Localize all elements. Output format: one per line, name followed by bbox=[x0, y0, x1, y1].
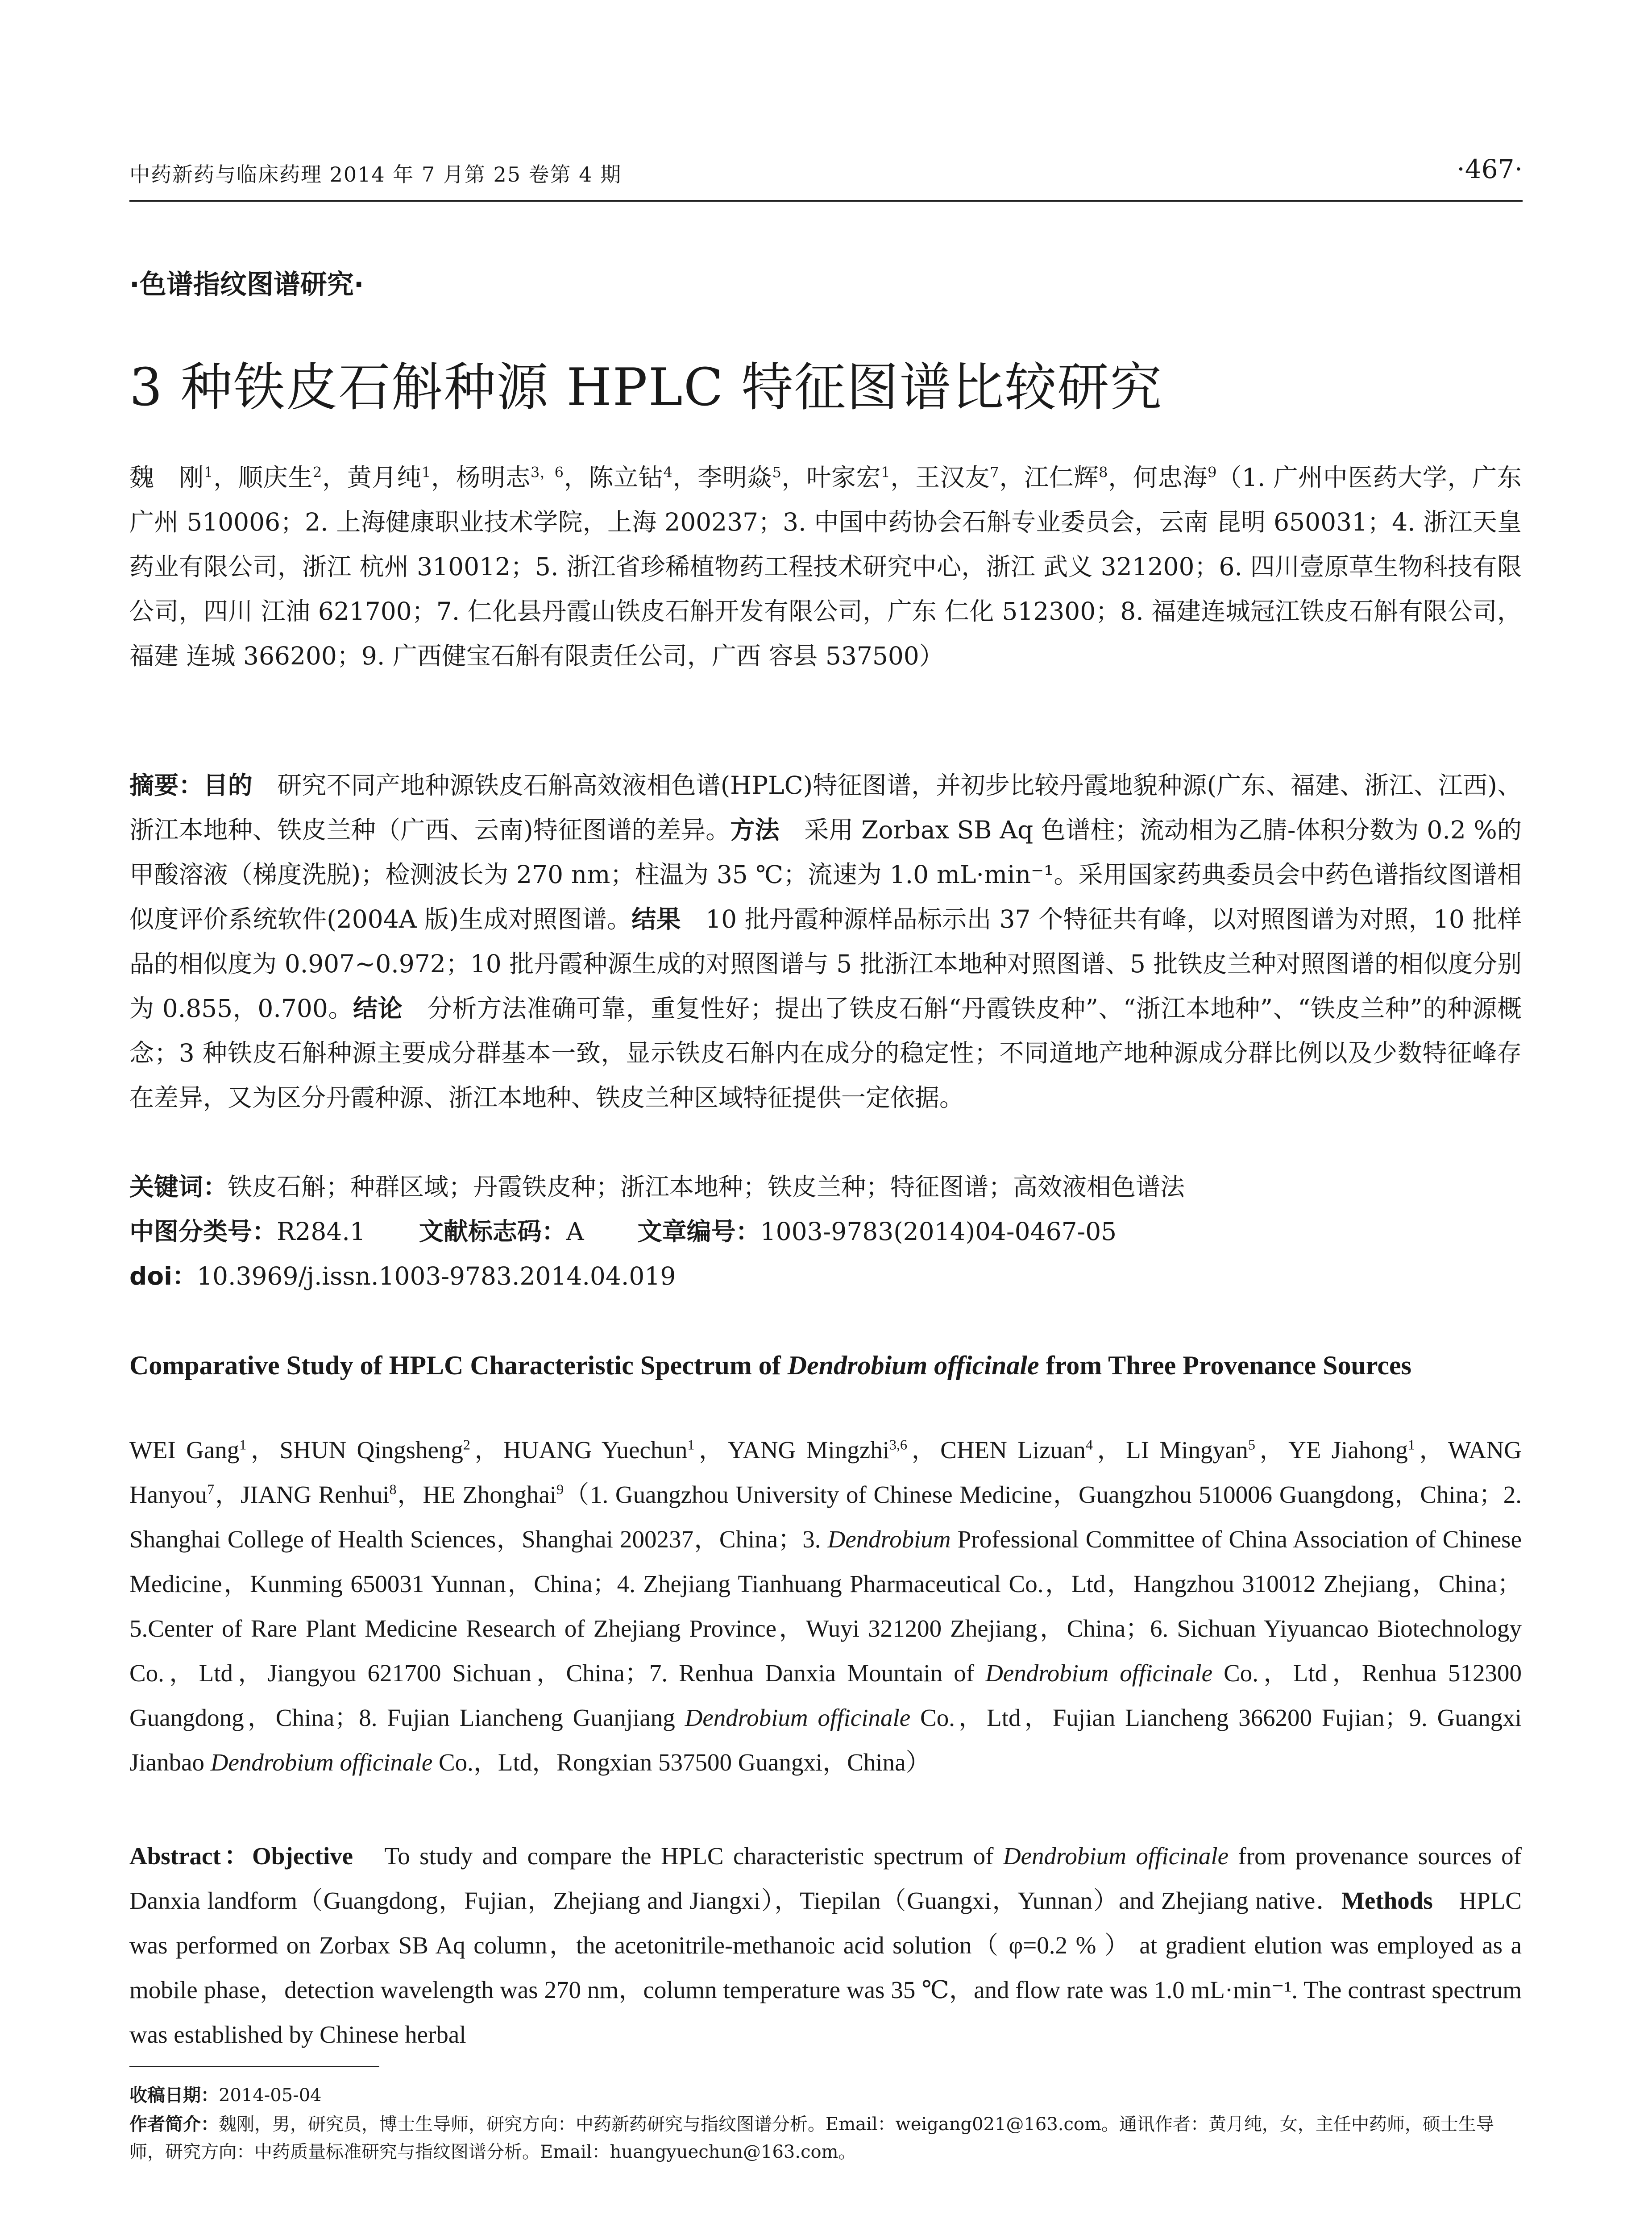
abstract-cn: 摘要：目的 研究不同产地种源铁皮石斛高效液相色谱(HPLC)特征图谱，并初步比较丹霞地貌种源(广东、福建、浙江、江西)、浙江本地种、铁皮兰种（广西、云南)特征图谱的差异。方法 采用 Zorbax SB Aq 色谱柱；流动相为乙腈-体积分数为 0.2 %的甲酸溶液（梯度洗脱)；检测波长为 270 nm；柱温为 35 ℃；流速为 1.0 mL·min⁻¹。采用国家药典委员会中药色谱指纹图谱相似度评价系统软件(2004A 版)生成对照图谱。结果 10 批丹霞种源样品标示出 37 个特征共有峰，以对照图谱为对照，10 批样品的相似度为 0.907~0.972；10 批丹霞种源生成的对照图谱与 5 批浙江本地种对照图谱、5 批铁皮兰种对照图谱的相似度分别为 0.855，0.700。结论 分析方法准确可靠，重复性好；提出了铁皮石斛“丹霞铁皮种”、“浙江本地种”、“铁皮兰种”的种源概念；3 种铁皮石斛种源主要成分群基本一致，显示铁皮石斛内在成分的稳定性；不同道地产地种源成分群比例以及少数特征峰存在差异，又为区分丹霞种源、浙江本地种、铁皮兰种区域特征提供一定依据。 bbox=[129, 771, 1522, 1112]
article-title: 3 种铁皮石斛种源 HPLC 特征图谱比较研究 bbox=[129, 357, 1163, 418]
page-number: ·467· bbox=[1457, 154, 1523, 184]
received-date: 收稿日期：2014-05-04 bbox=[129, 2085, 322, 2106]
section-label: ·色谱指纹图谱研究· bbox=[129, 269, 364, 300]
header-rule bbox=[129, 200, 1523, 202]
classification-line: 中图分类号：R284.1 文献标志码：A 文章编号：1003-9783(2014)04-0467-05 bbox=[129, 1217, 1117, 1246]
author-bio: 作者简介：魏刚，男，研究员，博士生导师，研究方向：中药新药研究与指纹图谱分析。Email：weigang021@163.com。通讯作者：黄月纯，女，主任中药师，硕士生导师，研究方向：中药质量标准研究与指纹图谱分析。Email：huangyuechun@163.com。 bbox=[129, 2114, 1494, 2162]
abstract-en: Abstract：Objective To study and compare the HPLC characteristic spectrum of Dendrobium officinale from provenance sources of Danxia landform（Guangdong，Fujian，Zhejiang and Jiangxi），Tiepilan（Guangxi，Yunnan）and Zhejiang native．Methods HPLC was performed on Zorbax SB Aq column，the acetonitrile-methanoic acid solution（ φ=0.2 % ） at gradient elution was employed as a mobile phase，detection wavelength was 270 nm，column temperature was 35 ℃，and flow rate was 1.0 mL·min⁻¹. The contrast spectrum was established by Chinese herbal bbox=[129, 1842, 1522, 2048]
affiliations-cn: （1. 广州中医药大学，广东 广州 510006；2. 上海健康职业技术学院，上海 200237；3. 中国中药协会石斛专业委员会，云南 昆明 650031；4. 浙江天皇药业有限公司，浙江 杭州 310012；5. 浙江省珍稀植物药工程技术研究中心，浙江 武义 321200；6. 四川壹原草生物科技有限公司，四川 江油 621700；7. 仁化县丹霞山铁皮石斛开发有限公司，广东 仁化 512300；8. 福建连城冠江铁皮石斛有限公司，福建 连城 366200；9. 广西健宝石斛有限责任公司，广西 容县 537500） bbox=[129, 463, 1522, 670]
journal-header: 中药新药与临床药理 2014 年 7 月第 25 卷第 4 期 bbox=[129, 162, 622, 187]
keywords: 关键词：铁皮石斛；种群区域；丹霞铁皮种；浙江本地种；铁皮兰种；特征图谱；高效液相色谱法 bbox=[129, 1173, 1185, 1201]
english-title: Comparative Study of HPLC Characteristic Spectrum of Dendrobium officinale from Three Provenance Sources bbox=[129, 1351, 1412, 1380]
authors-en: WEI Gang$^1$，SHUN Qingsheng$^2$，HUANG Yuechun$^1$，YANG Mingzhi$^{3,6}$，CHEN Lizuan$^4$，LI Mingyan$^5$，YE Jiahong$^1$，WANG Hanyou$^7$，JIANG Renhui$^8$，HE Zhonghai$^9$（1. Guangzhou University of Chinese Medicine，Guangzhou 510006 Guangdong，China；2. Shanghai College of Health Sciences，Shanghai 200237，China；3. Dendrobium Professional Committee of China Association of Chinese Medicine，Kunming 650031 Yunnan，China；4. Zhejiang Tianhuang Pharmaceutical Co.，Ltd，Hangzhou 310012 Zhejiang，China；5.Center of Rare Plant Medicine Research of Zhejiang Province，Wuyi 321200 Zhejiang，China；6. Sichuan Yiyuancao Biotechnology Co.，Ltd，Jiangyou 621700 Sichuan，China；7. Renhua Danxia Mountain of Dendrobium officinale Co.，Ltd，Renhua 512300 Guangdong，China；8. Fujian Liancheng Guanjiang Dendrobium officinale Co.，Ltd，Fujian Liancheng 366200 Fujian；9. Guangxi Jianbao Dendrobium officinale Co.，Ltd，Rongxian 537500 Guangxi，China） bbox=[129, 1436, 1522, 1776]
footnote-rule bbox=[129, 2066, 379, 2067]
doi-line: doi：10.3969/j.issn.1003-9783.2014.04.019 bbox=[129, 1262, 676, 1290]
authors-cn: 魏 刚$^1$，顺庆生$^2$，黄月纯$^1$，杨明志$^{3,6}$，陈立钻$^4$，李明焱$^5$，叶家宏$^1$，王汉友$^7$，江仁辉$^8$，何忠海$^9$（1. 广州中医药大学，广东 广州 510006；2. 上海健康职业技术学院，上海 200237；3. 中国中药协会石斛专业委员会，云南 昆明 650031；4. 浙江天皇药业有限公司，浙江 杭州 310012；5. 浙江省珍稀植物药工程技术研究中心，浙江 武义 321200；6. 四川壹原草生物科技有限公司，四川 江油 621700；7. 仁化县丹霞山铁皮石斛开发有限公司，广东 仁化 512300；8. 福建连城冠江铁皮石斛有限公司，福建 连城 366200；9. 广西健宝石斛有限责任公司，广西 容县 537500） bbox=[129, 463, 1522, 670]
doi-link[interactable]: 10.3969/j.issn.1003-9783.2014.04.019 bbox=[197, 1262, 676, 1290]
